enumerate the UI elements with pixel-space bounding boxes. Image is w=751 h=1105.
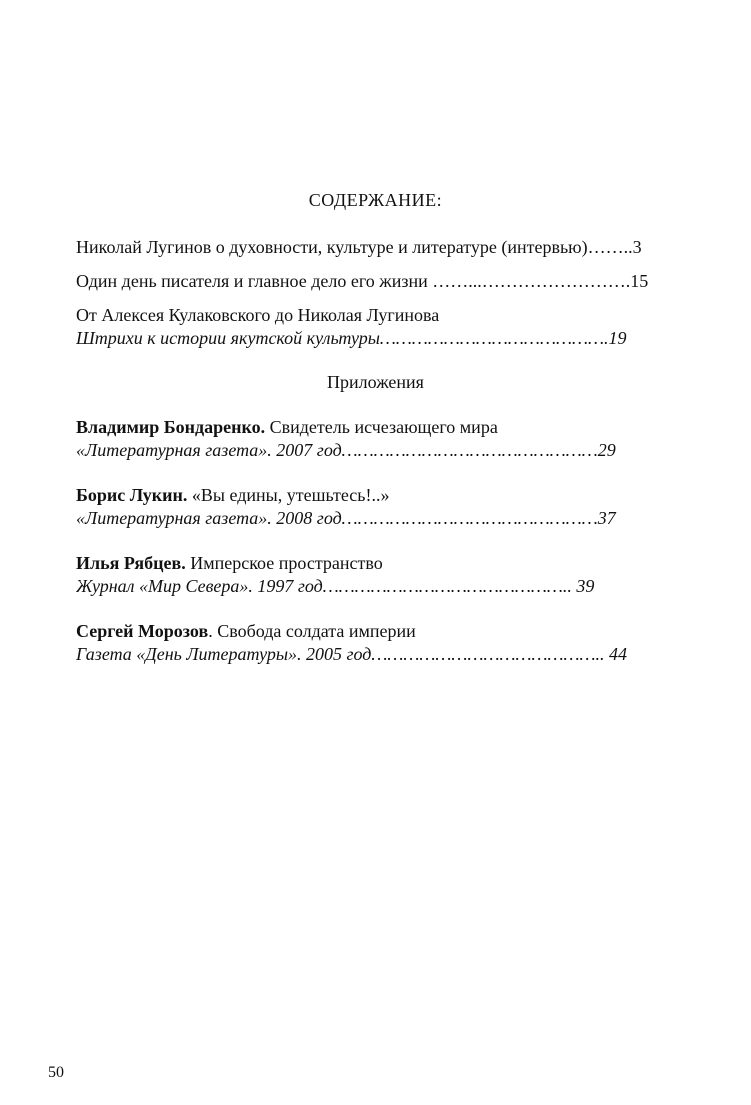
appendix-title: Приложения xyxy=(327,372,424,392)
appendix-author-lukin: Борис Лукин. xyxy=(76,485,188,505)
appendix-work-ryabtsev: Имперское пространство xyxy=(185,553,383,573)
appendix-source-lukin: «Литературная газета». 2008 год…………………………………………37 xyxy=(76,508,616,528)
toc-entry-kulakovsky-subtitle: Штрихи к истории якутской культуры…………………………………….19 xyxy=(76,328,627,348)
appendix-author-ryabtsev: Илья Рябцев. xyxy=(76,553,186,573)
appendix-work-lukin: «Вы едины, утешьтесь!..» xyxy=(187,485,390,505)
appendix-entry-lukin-heading xyxy=(76,484,701,506)
toc-entry-interview: Николай Лугинов о духовности, культуре и литературе (интервью)……..3 xyxy=(76,237,642,257)
appendix-author-bondarenko: Владимир Бондаренко. xyxy=(76,417,266,437)
toc-entry-kulakovsky-title: От Алексея Кулаковского до Николая Лугинова xyxy=(76,305,440,325)
appendix-author-morozov: Сергей Морозов xyxy=(76,621,209,641)
toc-title: СОДЕРЖАНИЕ: xyxy=(308,190,443,210)
appendix-entry-morozov-heading xyxy=(76,620,701,642)
page-number: 50 xyxy=(48,1064,64,1081)
appendix-work-bondarenko: Свидетель исчезающего мира xyxy=(265,417,498,437)
appendix-source-bondarenko: «Литературная газета». 2007 год…………………………………………29 xyxy=(76,440,616,460)
appendix-source-ryabtsev: Журнал «Мир Севера». 1997 год……………………………………….. 39 xyxy=(76,576,595,596)
appendix-work-morozov: . Свобода солдата империи xyxy=(208,621,416,641)
toc-entry-writer-day: Один день писателя и главное дело его жизни ……...…………………….15 xyxy=(76,271,649,291)
appendix-entry-ryabtsev-heading xyxy=(76,552,701,574)
appendix-source-morozov: Газета «День Литературы». 2005 год…………………………………….. 44 xyxy=(76,644,627,664)
appendix-entry-bondarenko-heading xyxy=(76,416,701,438)
